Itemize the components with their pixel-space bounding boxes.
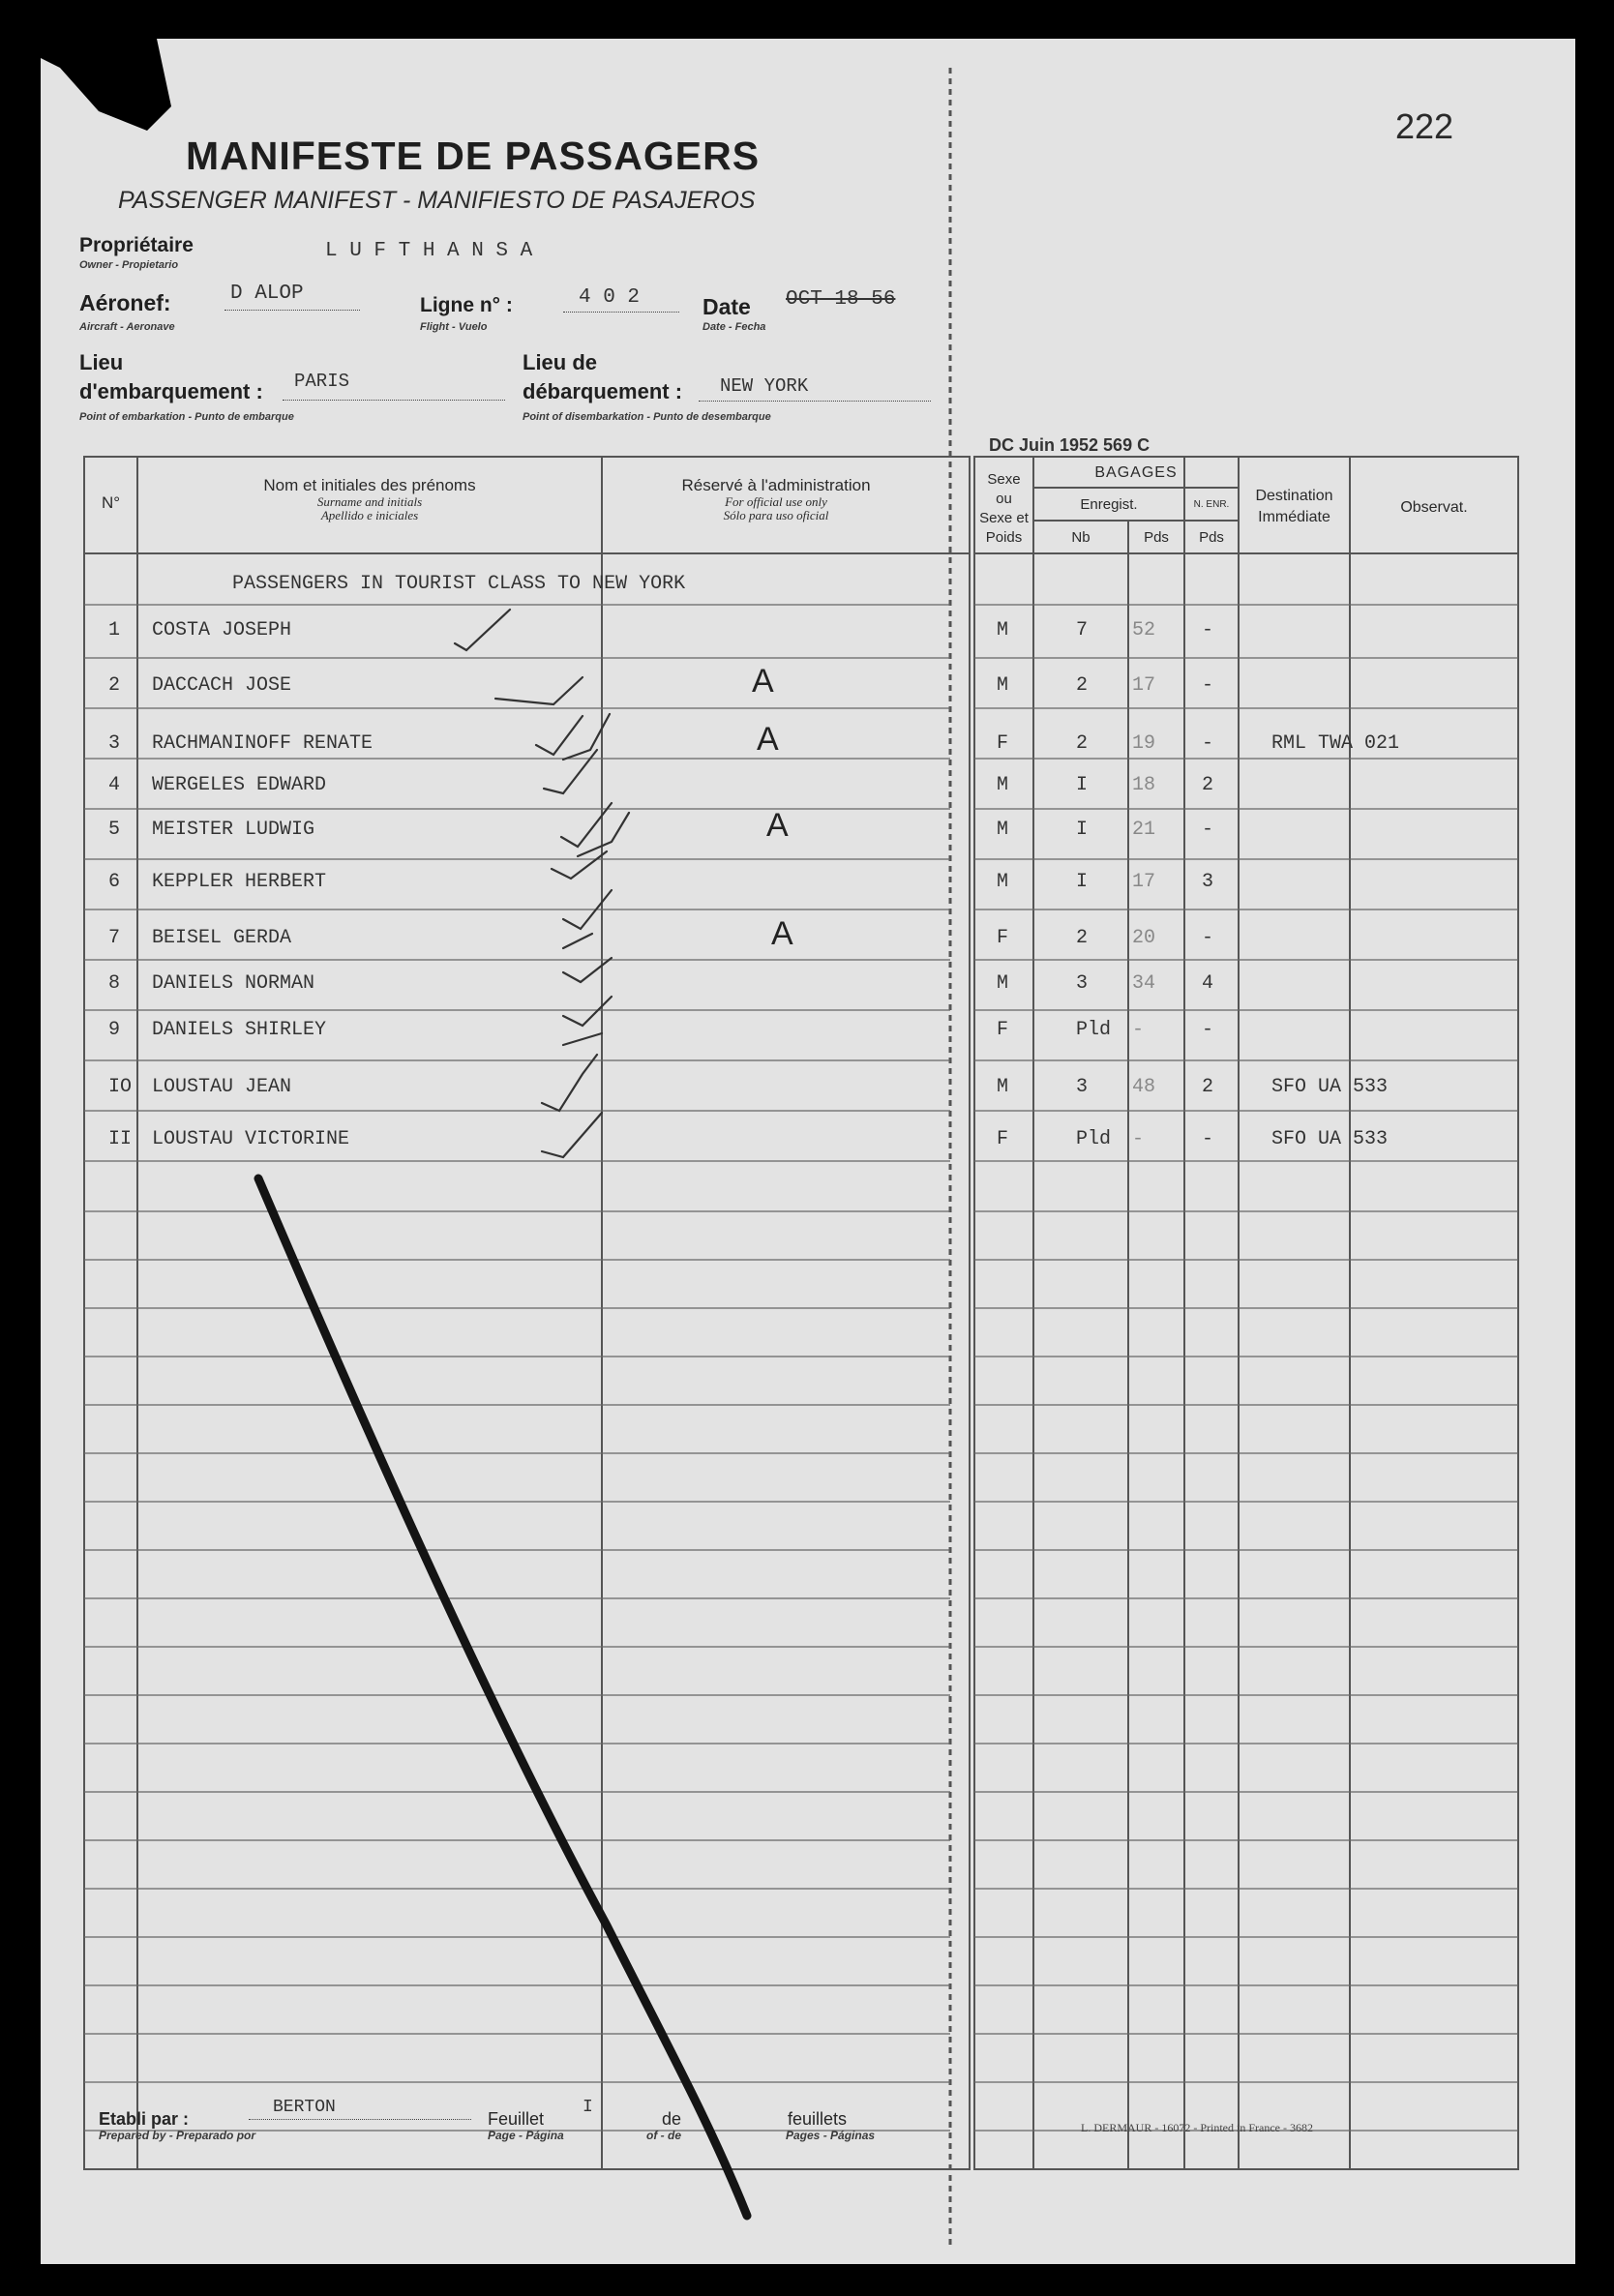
checkmark-7 [563, 890, 612, 948]
disembark-sublabel: Point of disembarkation - Punto de desembarque [523, 411, 771, 423]
passenger-sexe: F [997, 927, 1009, 949]
passenger-no: 1 [108, 619, 121, 641]
col-header-name-en: Surname and initials [316, 494, 423, 509]
passenger-name: BEISEL GERDA [152, 927, 292, 949]
date-value: OCT 18 56 [786, 288, 896, 311]
embark-label-1: Lieu [79, 350, 124, 374]
passenger-name: WERGELES EDWARD [152, 774, 327, 796]
passenger-no: 5 [108, 819, 121, 841]
passenger-nb: I [1076, 871, 1089, 893]
passenger-name: COSTA JOSEPH [152, 619, 292, 641]
passenger-pds: - [1132, 1128, 1145, 1150]
passenger-pds: 17 [1132, 674, 1156, 697]
checkmark-5 [561, 803, 629, 856]
passenger-pds2: - [1202, 1019, 1214, 1041]
manifest-sheet [41, 39, 1575, 2264]
checkmark-2 [495, 677, 583, 704]
admin-mark: A [771, 915, 793, 952]
disembark-label-1: Lieu de [523, 350, 598, 374]
passenger-name: KEPPLER HERBERT [152, 871, 327, 893]
passenger-no: 7 [108, 927, 121, 949]
passenger-pds: 21 [1132, 819, 1156, 841]
col-header-name-es: Apellido e iniciales [320, 508, 419, 522]
owner-label: Propriétaire [79, 234, 194, 256]
checkmark-3 [536, 714, 610, 760]
passenger-nb: 2 [1076, 927, 1089, 949]
col-header-sexe-l2: ou [996, 491, 1012, 507]
col-header-bagages: BAGAGES [1094, 464, 1178, 481]
passenger-pds2: 2 [1202, 1076, 1214, 1098]
feuillet-label: Feuillet [488, 2109, 545, 2129]
passenger-sexe: F [997, 1128, 1009, 1150]
date-label: Date [702, 294, 751, 319]
passenger-pds2: 3 [1202, 871, 1214, 893]
col-header-reserved [602, 476, 950, 522]
passenger-sexe: F [997, 1019, 1009, 1041]
passenger-no: IO [108, 1076, 133, 1098]
col-header-reserved-en: For official use only [725, 494, 827, 509]
col-header-sexe-l1: Sexe [987, 471, 1021, 488]
passenger-nb: 7 [1076, 619, 1089, 641]
passenger-pds2: 4 [1202, 972, 1214, 995]
embark-underline [283, 400, 505, 401]
passenger-name: LOUSTAU JEAN [152, 1076, 292, 1098]
section-label: PASSENGERS IN TOURIST CLASS TO NEW YORK [232, 573, 686, 595]
col-header-sexe [974, 470, 1033, 548]
disembark-underline [699, 401, 931, 402]
feuillets-sublabel: Pages - Páginas [786, 2129, 876, 2142]
passenger-pds2: - [1202, 732, 1214, 755]
passenger-pds2: - [1202, 619, 1214, 641]
col-header-destination-l1: Destination [1255, 488, 1333, 504]
col-header-name-fr: Nom et initiales des prénoms [263, 476, 476, 494]
disembark-label-2: débarquement : [523, 379, 683, 403]
prepared-value: BERTON [273, 2098, 336, 2117]
passenger-nb: Pld [1076, 1019, 1112, 1041]
de-label: de [662, 2109, 682, 2129]
col-header-destination [1239, 486, 1350, 528]
checkmark-11 [542, 1113, 602, 1157]
passenger-pds2: 2 [1202, 774, 1214, 796]
flight-value: 4 0 2 [579, 286, 641, 309]
passenger-pds: 20 [1132, 927, 1156, 949]
torn-corner [41, 39, 171, 131]
prepared-underline [249, 2119, 471, 2120]
date-sublabel: Date - Fecha [702, 321, 766, 333]
passenger-nb: Pld [1076, 1128, 1112, 1150]
passenger-pds2: - [1202, 1128, 1214, 1150]
admin-mark: A [752, 663, 774, 700]
passenger-no: 9 [108, 1019, 121, 1041]
prepared-sublabel: Prepared by - Preparado por [99, 2129, 256, 2142]
col-header-nb: Nb [1071, 529, 1091, 546]
page-subtitle: PASSENGER MANIFEST - MANIFIESTO DE PASAJEROS [118, 187, 756, 214]
passenger-nb: 2 [1076, 674, 1089, 697]
embark-value: PARIS [294, 371, 350, 392]
passenger-pds2: - [1202, 819, 1214, 841]
passenger-nb: I [1076, 819, 1089, 841]
page-title: MANIFESTE DE PASSAGERS [186, 134, 761, 178]
owner-value: L U F T H A N S A [325, 240, 533, 262]
passenger-no: II [108, 1128, 133, 1150]
passenger-name: LOUSTAU VICTORINE [152, 1128, 350, 1150]
printer-imprint: L. DERMAUR - 16072 - Printed in France - 3682 [1081, 2121, 1313, 2134]
passenger-pds: 34 [1132, 972, 1156, 995]
passenger-pds: 19 [1132, 732, 1156, 755]
passenger-nb: 2 [1076, 732, 1089, 755]
col-header-name [137, 476, 602, 522]
passenger-no: 6 [108, 871, 121, 893]
col-header-reserved-fr: Réservé à l'administration [681, 476, 871, 494]
checkmark-8 [563, 958, 612, 982]
passenger-sexe: M [997, 972, 1009, 995]
checkmark-10 [542, 1055, 597, 1111]
passenger-nb: 3 [1076, 1076, 1089, 1098]
form-code: DC Juin 1952 569 C [989, 435, 1151, 455]
passenger-no: 2 [108, 674, 121, 697]
col-header-sexe-l4: Poids [985, 529, 1023, 546]
passenger-no: 4 [108, 774, 121, 796]
passenger-name: DANIELS NORMAN [152, 972, 315, 995]
passenger-no: 8 [108, 972, 121, 995]
passenger-sexe: M [997, 819, 1009, 841]
passenger-pds: 17 [1132, 871, 1156, 893]
col-header-non-enr: N. ENR. [1193, 499, 1230, 510]
passenger-sexe: M [997, 871, 1009, 893]
aircraft-label: Aéronef: [79, 290, 171, 315]
col-header-sexe-l3: Sexe et [979, 510, 1029, 526]
flight-underline [563, 312, 679, 313]
aircraft-underline [224, 310, 360, 311]
passenger-nb: 3 [1076, 972, 1089, 995]
owner-sublabel: Owner - Propietario [79, 259, 179, 271]
admin-mark: A [766, 807, 789, 844]
feuillet-value: I [583, 2098, 593, 2117]
aircraft-sublabel: Aircraft - Aeronave [79, 321, 175, 333]
col-header-enregist: Enregist. [1080, 496, 1138, 513]
passenger-name: DANIELS SHIRLEY [152, 1019, 327, 1041]
col-header-no: N° [101, 493, 121, 512]
flight-label: Ligne n° : [420, 294, 513, 316]
passenger-sexe: M [997, 674, 1009, 697]
passenger-dest: RML TWA 021 [1271, 732, 1400, 755]
passenger-sexe: M [997, 774, 1009, 796]
de-sublabel: of - de [646, 2129, 681, 2142]
col-header-reserved-es: Sólo para uso oficial [723, 508, 829, 522]
admin-mark: A [757, 721, 779, 758]
embark-label-2: d'embarquement : [79, 379, 263, 403]
passenger-sexe: F [997, 732, 1009, 755]
col-header-observ: Observat. [1400, 499, 1468, 516]
passenger-no: 3 [108, 732, 121, 755]
feuillet-sublabel: Page - Página [488, 2129, 564, 2142]
passenger-pds: - [1132, 1019, 1145, 1041]
col-header-destination-l2: Immédiate [1258, 509, 1330, 525]
feuillets-label: feuillets [788, 2109, 848, 2129]
flight-sublabel: Flight - Vuelo [420, 321, 488, 333]
checkmark-1 [455, 610, 510, 650]
passenger-dest: SFO UA 533 [1271, 1128, 1389, 1150]
checkmark-9 [563, 997, 612, 1045]
prepared-label: Etabli par : [99, 2109, 190, 2129]
passenger-pds: 52 [1132, 619, 1156, 641]
passenger-pds2: - [1202, 927, 1214, 949]
passenger-name: RACHMANINOFF RENATE [152, 732, 374, 755]
disembark-value: NEW YORK [720, 375, 809, 397]
passenger-pds: 48 [1132, 1076, 1156, 1098]
cancellation-stroke [258, 1178, 747, 2216]
passenger-dest: SFO UA 533 [1271, 1076, 1389, 1098]
col-header-pds2: Pds [1199, 529, 1224, 546]
passenger-name: DACCACH JOSE [152, 674, 292, 697]
passenger-sexe: M [997, 1076, 1009, 1098]
passenger-pds: 18 [1132, 774, 1156, 796]
page-number: 222 [1395, 106, 1454, 146]
embark-sublabel: Point of embarkation - Punto de embarque [79, 411, 294, 423]
passenger-name: MEISTER LUDWIG [152, 819, 315, 841]
passenger-pds2: - [1202, 674, 1214, 697]
passenger-nb: I [1076, 774, 1089, 796]
table-grid [41, 39, 1575, 2264]
aircraft-value: D ALOP [230, 283, 304, 305]
passenger-sexe: M [997, 619, 1009, 641]
col-header-pds: Pds [1144, 529, 1169, 546]
